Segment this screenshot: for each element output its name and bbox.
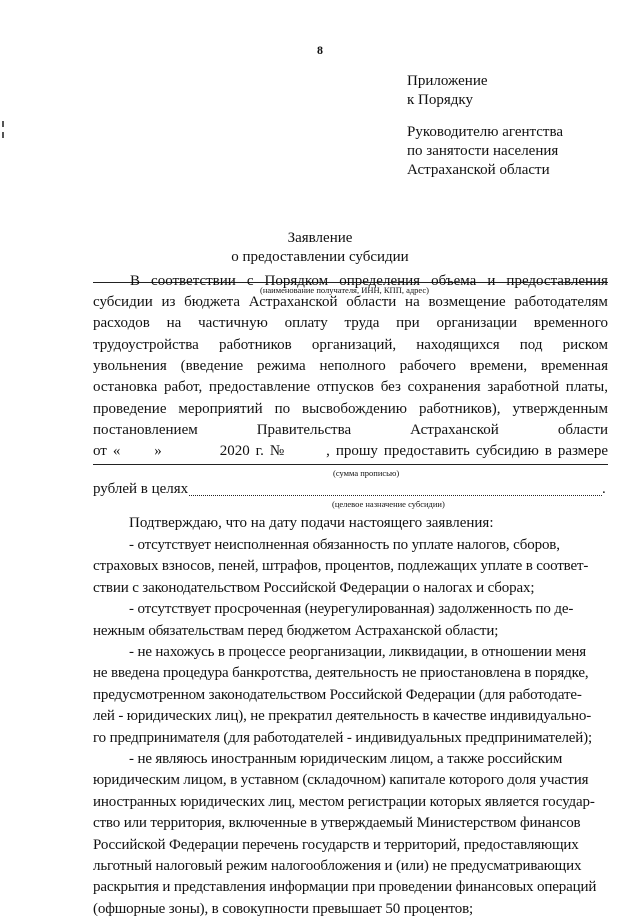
purpose-period: . bbox=[602, 481, 606, 497]
paragraph-line bbox=[93, 420, 608, 441]
scan-mark bbox=[2, 121, 4, 127]
paragraph-word: высвобождению bbox=[302, 401, 408, 417]
paragraph-word: 2020 bbox=[219, 443, 250, 459]
addressee-region: Астраханской области bbox=[407, 162, 550, 178]
condition-line: юридическим лицом, в уставном (складочном) капитале которого доля участия bbox=[93, 772, 589, 789]
paragraph-word: организаций, bbox=[311, 337, 397, 353]
paragraph-word: определения bbox=[339, 273, 421, 289]
paragraph-word: постановлением bbox=[93, 422, 198, 438]
paragraph-word: субсидии bbox=[93, 294, 153, 310]
paragraph-word: г. bbox=[255, 443, 264, 459]
condition-line: не введена процедура банкротства, деятельность не приостановлена в порядке, bbox=[93, 665, 589, 682]
paragraph-word: по bbox=[274, 401, 291, 417]
paragraph-word: объема bbox=[431, 273, 477, 289]
paragraph-word: предоставления bbox=[506, 273, 608, 289]
paragraph-line bbox=[93, 399, 608, 420]
paragraph-word: , bbox=[326, 443, 330, 459]
page-number: 8 bbox=[317, 43, 323, 57]
condition-line: ствии с законодательством Российской Федерации о налогах и сборах; bbox=[93, 579, 535, 596]
paragraph-word: режима bbox=[257, 358, 306, 374]
condition-line: - отсутствует неисполненная обязанность по уплате налогов, сборов, bbox=[129, 537, 560, 553]
confirm-intro: Подтверждаю, что на дату подачи настоящего заявления: bbox=[129, 515, 494, 531]
paragraph-word: на bbox=[405, 294, 420, 310]
paragraph-word: проведение bbox=[93, 401, 167, 417]
addressee-agency: по занятости населения bbox=[407, 143, 559, 159]
paragraph-line bbox=[130, 271, 608, 292]
paragraph-word: Астраханской bbox=[248, 294, 338, 310]
paragraph-word: платы, bbox=[565, 379, 608, 395]
paragraph-word: (введение bbox=[180, 358, 244, 374]
paragraph-word: сохранения bbox=[407, 379, 481, 395]
paragraph-word: на bbox=[166, 315, 182, 331]
condition-line: го предпринимателя (для работодателей - индивидуальных предпринимателей); bbox=[93, 729, 593, 746]
paragraph-word: из bbox=[161, 294, 176, 310]
condition-line: - не нахожусь в процессе реорганизации, ликвидации, в отношении меня bbox=[129, 644, 586, 660]
paragraph-word: увольнения bbox=[93, 358, 167, 374]
paragraph-line bbox=[93, 356, 608, 377]
paragraph-word: труда bbox=[344, 315, 380, 331]
recipient-hint: (наименование получателя, ИНН, КПП, адрес) bbox=[260, 285, 430, 295]
appendix-label: Приложение bbox=[407, 73, 488, 89]
condition-line: нежным обязательствам перед бюджетом Астраханской области; bbox=[93, 622, 499, 639]
condition-line: предусмотренном законодательством Российской Федерации (для работодате- bbox=[93, 686, 582, 703]
paragraph-word: соответствии bbox=[151, 273, 236, 289]
paragraph-word: области bbox=[557, 422, 608, 438]
paragraph-word: возмещение bbox=[428, 294, 506, 310]
condition-line: иностранных юридических лиц, местом регистрации которых является государ- bbox=[93, 793, 595, 810]
condition-line: - не являюсь иностранным юридическим лицом, а также российским bbox=[129, 751, 563, 767]
paragraph-word: Правительства bbox=[256, 422, 352, 438]
paragraph-word: утвержденным bbox=[512, 401, 608, 417]
paragraph-word: оплату bbox=[284, 315, 328, 331]
purpose-field-line bbox=[189, 495, 602, 496]
condition-line: раскрытия и представления информации при проведении финансовых операций bbox=[93, 879, 597, 896]
condition-line: льготный налоговый режим налогообложения и (или) не предусматривающих bbox=[93, 858, 582, 874]
paragraph-word: заработной bbox=[487, 379, 560, 395]
paragraph-word: работников), bbox=[418, 401, 501, 417]
paragraph-word: предоставить bbox=[383, 443, 470, 459]
purpose-hint: (целевое назначение субсидии) bbox=[332, 499, 445, 509]
paragraph-word: под bbox=[519, 337, 543, 353]
condition-line: (офшорные зоны), в совокупности превышает 50 процентов; bbox=[93, 900, 474, 917]
paragraph-word: отпусков bbox=[316, 379, 375, 395]
paragraph-word: временного bbox=[533, 315, 608, 331]
paragraph-word: субсидию bbox=[475, 443, 539, 459]
paragraph-line bbox=[93, 335, 608, 356]
condition-line: ство или территория, включенные в утверждаемый Министерством финансов bbox=[93, 815, 581, 832]
paragraph-word: частичную bbox=[198, 315, 268, 331]
paragraph-line bbox=[93, 313, 608, 334]
paragraph-word: неполного bbox=[319, 358, 386, 374]
paragraph-line bbox=[93, 292, 608, 313]
paragraph-word: без bbox=[380, 379, 401, 395]
paragraph-word: остановка bbox=[93, 379, 158, 395]
amount-hint: (сумма прописью) bbox=[333, 468, 400, 478]
paragraph-word: работодателям bbox=[514, 294, 608, 310]
rubles-purpose-label: рублей в целях bbox=[93, 481, 189, 497]
paragraph-word: работников bbox=[218, 337, 292, 353]
paragraph-word: » bbox=[154, 443, 162, 459]
paragraph-word: риском bbox=[562, 337, 608, 353]
condition-line: страховых взносов, пеней, штрафов, процентов, подлежащих уплате в соответ- bbox=[93, 558, 589, 575]
paragraph-word: мероприятий bbox=[178, 401, 263, 417]
paragraph-word: работ, bbox=[163, 379, 203, 395]
paragraph-word: Порядком bbox=[264, 273, 329, 289]
paragraph-word: рабочего bbox=[399, 358, 457, 374]
paragraph-word: находящихся bbox=[416, 337, 500, 353]
paragraph-word: расходов bbox=[93, 315, 150, 331]
document-subtitle: о предоставлении субсидии bbox=[231, 249, 409, 265]
condition-line: лей - юридических лиц), не прекратил деятельность в качестве индивидуально- bbox=[93, 708, 592, 725]
paragraph-word: В bbox=[130, 273, 141, 289]
condition-line: Российской Федерации перечень государств и территорий, предоставляющих bbox=[93, 836, 579, 853]
amount-field-line bbox=[93, 464, 608, 465]
paragraph-word: бюджета bbox=[184, 294, 241, 310]
appendix-to-order: к Порядку bbox=[407, 92, 473, 108]
paragraph-word: трудоустройства bbox=[93, 337, 199, 353]
paragraph-word: области bbox=[346, 294, 397, 310]
paragraph-word: Астраханской bbox=[410, 422, 499, 438]
paragraph-word: № bbox=[269, 443, 285, 459]
addressee-head: Руководителю агентства bbox=[407, 124, 564, 140]
paragraph-word: « bbox=[112, 443, 121, 459]
document-title: Заявление bbox=[287, 230, 353, 246]
paragraph-word: от bbox=[93, 443, 107, 459]
paragraph-word: размере bbox=[557, 443, 608, 459]
paragraph-word: времени, bbox=[469, 358, 528, 374]
paragraph-line bbox=[93, 377, 608, 398]
paragraph-word: организации bbox=[436, 315, 517, 331]
paragraph-word: прошу bbox=[335, 443, 378, 459]
paragraph-word: временная bbox=[540, 358, 608, 374]
paragraph-word: предоставление bbox=[208, 379, 311, 395]
scan-mark bbox=[2, 132, 4, 138]
paragraph-word: в bbox=[544, 443, 552, 459]
paragraph-word: при bbox=[396, 315, 420, 331]
paragraph-word: с bbox=[246, 273, 254, 289]
paragraph-word: и bbox=[487, 273, 496, 289]
paragraph-line bbox=[93, 441, 608, 462]
condition-line: - отсутствует просроченная (неурегулированная) задолженность по де- bbox=[129, 601, 574, 618]
